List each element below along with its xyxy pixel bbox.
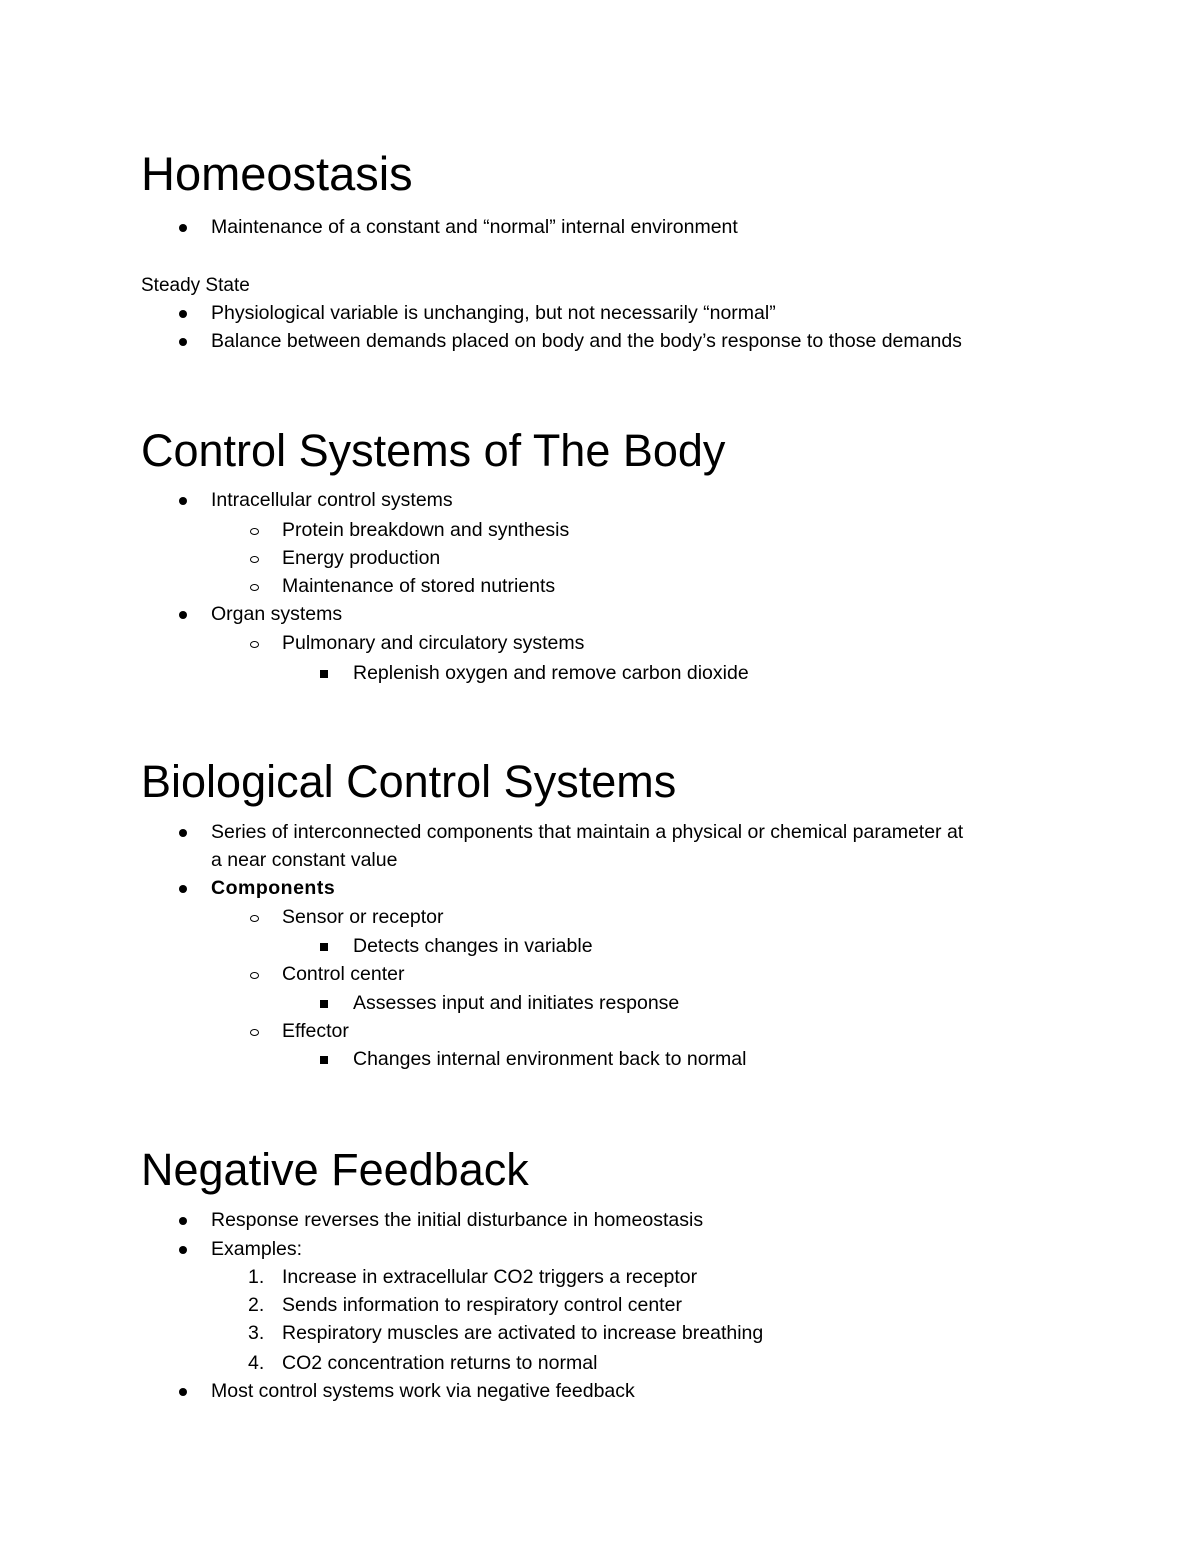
circle-bullet [250,1029,259,1036]
square-bullet [320,670,328,678]
disc-bullet [179,338,187,346]
disc-bullet [179,1246,187,1254]
list-number: 1. [248,1266,265,1288]
square-bullet [320,1000,328,1008]
disc-bullet [179,829,187,837]
square-bullet [320,943,328,951]
circle-bullet [250,528,259,535]
circle-bullet [250,556,259,563]
disc-bullet [179,1217,187,1225]
circle-bullet [250,641,259,648]
circle-bullet [250,584,259,591]
disc-bullet [179,497,187,505]
disc-bullet [179,1388,187,1396]
disc-bullet [179,885,187,893]
square-bullet [320,1056,328,1064]
circle-bullet [250,915,259,922]
list-number: 3. [248,1322,265,1344]
heading-control-systems: Control Systems of The Body [141,425,726,476]
document-page: Homeostasis Maintenance of a constant and “normal” internal environment Steady State Physiological variable is unchanging, but not necessarily “normal” Balance between demands placed on body and the body’s response to those demands Control Systems of The Body Intracellular control systems Protein breakdown and synthesis Energy production Maintenance of stored nutrients Organ systems Pulmonary and circulatory systems Replenish oxygen and remove carbon dioxide Biological Control Systems Series of interconnected components that maintain a physical or chemical parameter at a near constant value Components Sensor or receptor Detects changes in variable Control center Assesses input and initiates response Effector Changes internal environment back to normal Negative Feedback Response reverses the initial disturbance in homeostasis Examples: 1. Increase in extracellular CO2 triggers a receptor 2. Sends information to respiratory control center 3. Respiratory muscles are activated to increase breathing 4. CO2 concentration returns to normal Most control systems work via negative feedback [141,147,964,1402]
heading-biological-control-systems: Biological Control Systems [141,756,677,807]
list-number: 2. [248,1294,265,1316]
heading-homeostasis: Homeostasis [141,147,413,200]
disc-bullet [179,310,187,318]
subheading-steady-state: Steady State [141,275,250,296]
disc-bullet [179,611,187,619]
circle-bullet [250,972,259,979]
list-number: 4. [248,1352,265,1374]
heading-negative-feedback: Negative Feedback [141,1144,529,1195]
disc-bullet [179,224,187,232]
